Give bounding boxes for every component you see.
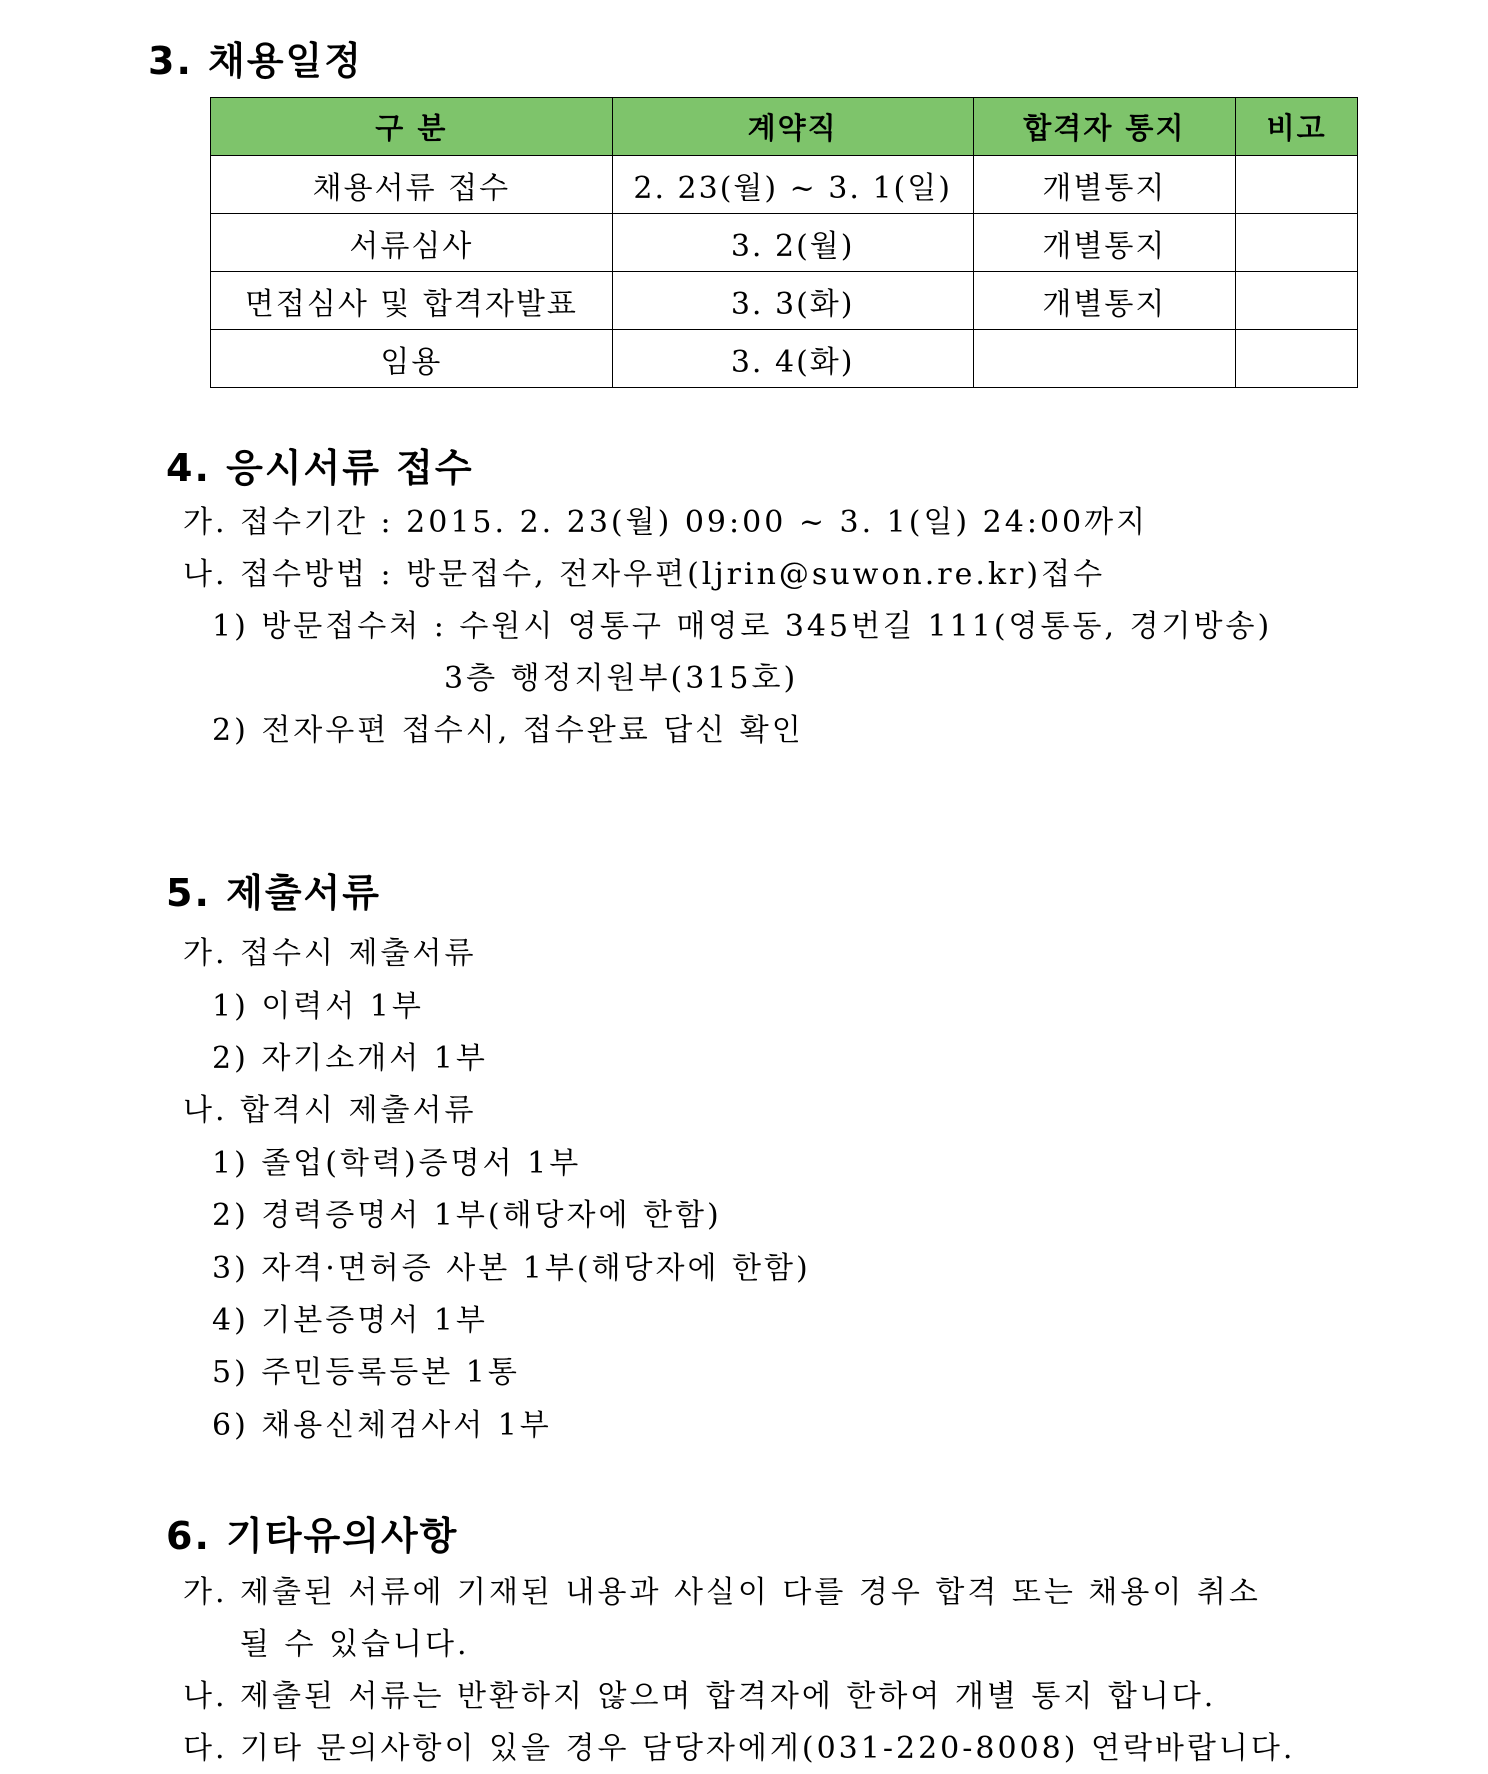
list-item: 6) 채용신체검사서 1부 <box>212 1408 552 1443</box>
section-5-title: 5. 제출서류 <box>166 871 381 915</box>
schedule-table <box>210 97 1358 388</box>
table-row <box>211 272 1358 330</box>
table-cell: 3. 2(월) <box>612 214 973 272</box>
table-cell: 채용서류 접수 <box>211 156 613 214</box>
list-item: 3층 행정지원부(315호) <box>444 661 799 696</box>
table-row <box>211 156 1358 214</box>
list-item: 4) 기본증명서 1부 <box>212 1303 488 1338</box>
table-cell: 면접심사 및 합격자발표 <box>211 272 613 330</box>
list-item: 2) 자기소개서 1부 <box>212 1041 488 1076</box>
header-remarks: 비고 <box>1236 98 1358 156</box>
header-notice: 합격자 통지 <box>973 98 1236 156</box>
table-cell <box>1236 156 1358 214</box>
table-cell: 2. 23(월) ~ 3. 1(일) <box>612 156 973 214</box>
table-cell <box>1236 272 1358 330</box>
table-cell: 개별통지 <box>973 214 1236 272</box>
table-cell <box>1236 214 1358 272</box>
list-item: 가. 접수시 제출서류 <box>183 936 477 971</box>
table-cell: 3. 3(화) <box>612 272 973 330</box>
table-cell <box>973 330 1236 388</box>
list-item: 1) 졸업(학력)증명서 1부 <box>212 1146 582 1181</box>
section-4-title: 4. 응시서류 접수 <box>166 446 474 490</box>
table-cell <box>1236 330 1358 388</box>
list-item: 2) 전자우편 접수시, 접수완료 답신 확인 <box>212 713 804 748</box>
list-item: 가. 제출된 서류에 기재된 내용과 사실이 다를 경우 합격 또는 채용이 취소 <box>183 1575 1261 1610</box>
list-item: 1) 방문접수처 : 수원시 영통구 매영로 345번길 111(영통동, 경기방송) <box>212 609 1273 644</box>
list-item: 나. 제출된 서류는 반환하지 않으며 합격자에 한하여 개별 통지 합니다. <box>183 1679 1217 1714</box>
table-cell: 임용 <box>211 330 613 388</box>
table-row <box>211 330 1358 388</box>
list-item: 될 수 있습니다. <box>240 1627 470 1662</box>
list-item: 3) 자격·면허증 사본 1부(해당자에 한함) <box>212 1251 811 1286</box>
table-cell: 개별통지 <box>973 272 1236 330</box>
section-3-title: 3. 채용일정 <box>148 39 363 83</box>
header-contract: 계약직 <box>612 98 973 156</box>
header-category: 구 분 <box>211 98 613 156</box>
list-item: 다. 기타 문의사항이 있을 경우 담당자에게(031-220-8008) 연락바랍니다. <box>183 1731 1296 1766</box>
table-cell: 3. 4(화) <box>612 330 973 388</box>
table-cell: 개별통지 <box>973 156 1236 214</box>
table-row <box>211 214 1358 272</box>
table-header-row <box>211 98 1358 156</box>
list-item: 가. 접수기간 : 2015. 2. 23(월) 09:00 ~ 3. 1(일) 24:00까지 <box>183 505 1149 540</box>
list-item: 나. 접수방법 : 방문접수, 전자우편(ljrin@suwon.re.kr)접수 <box>183 557 1106 592</box>
list-item: 5) 주민등록등본 1통 <box>212 1355 520 1390</box>
section-6-title: 6. 기타유의사항 <box>166 1514 459 1558</box>
list-item: 2) 경력증명서 1부(해당자에 한함) <box>212 1198 722 1233</box>
list-item: 나. 합격시 제출서류 <box>183 1093 477 1128</box>
table-cell: 서류심사 <box>211 214 613 272</box>
list-item: 1) 이력서 1부 <box>212 989 424 1024</box>
